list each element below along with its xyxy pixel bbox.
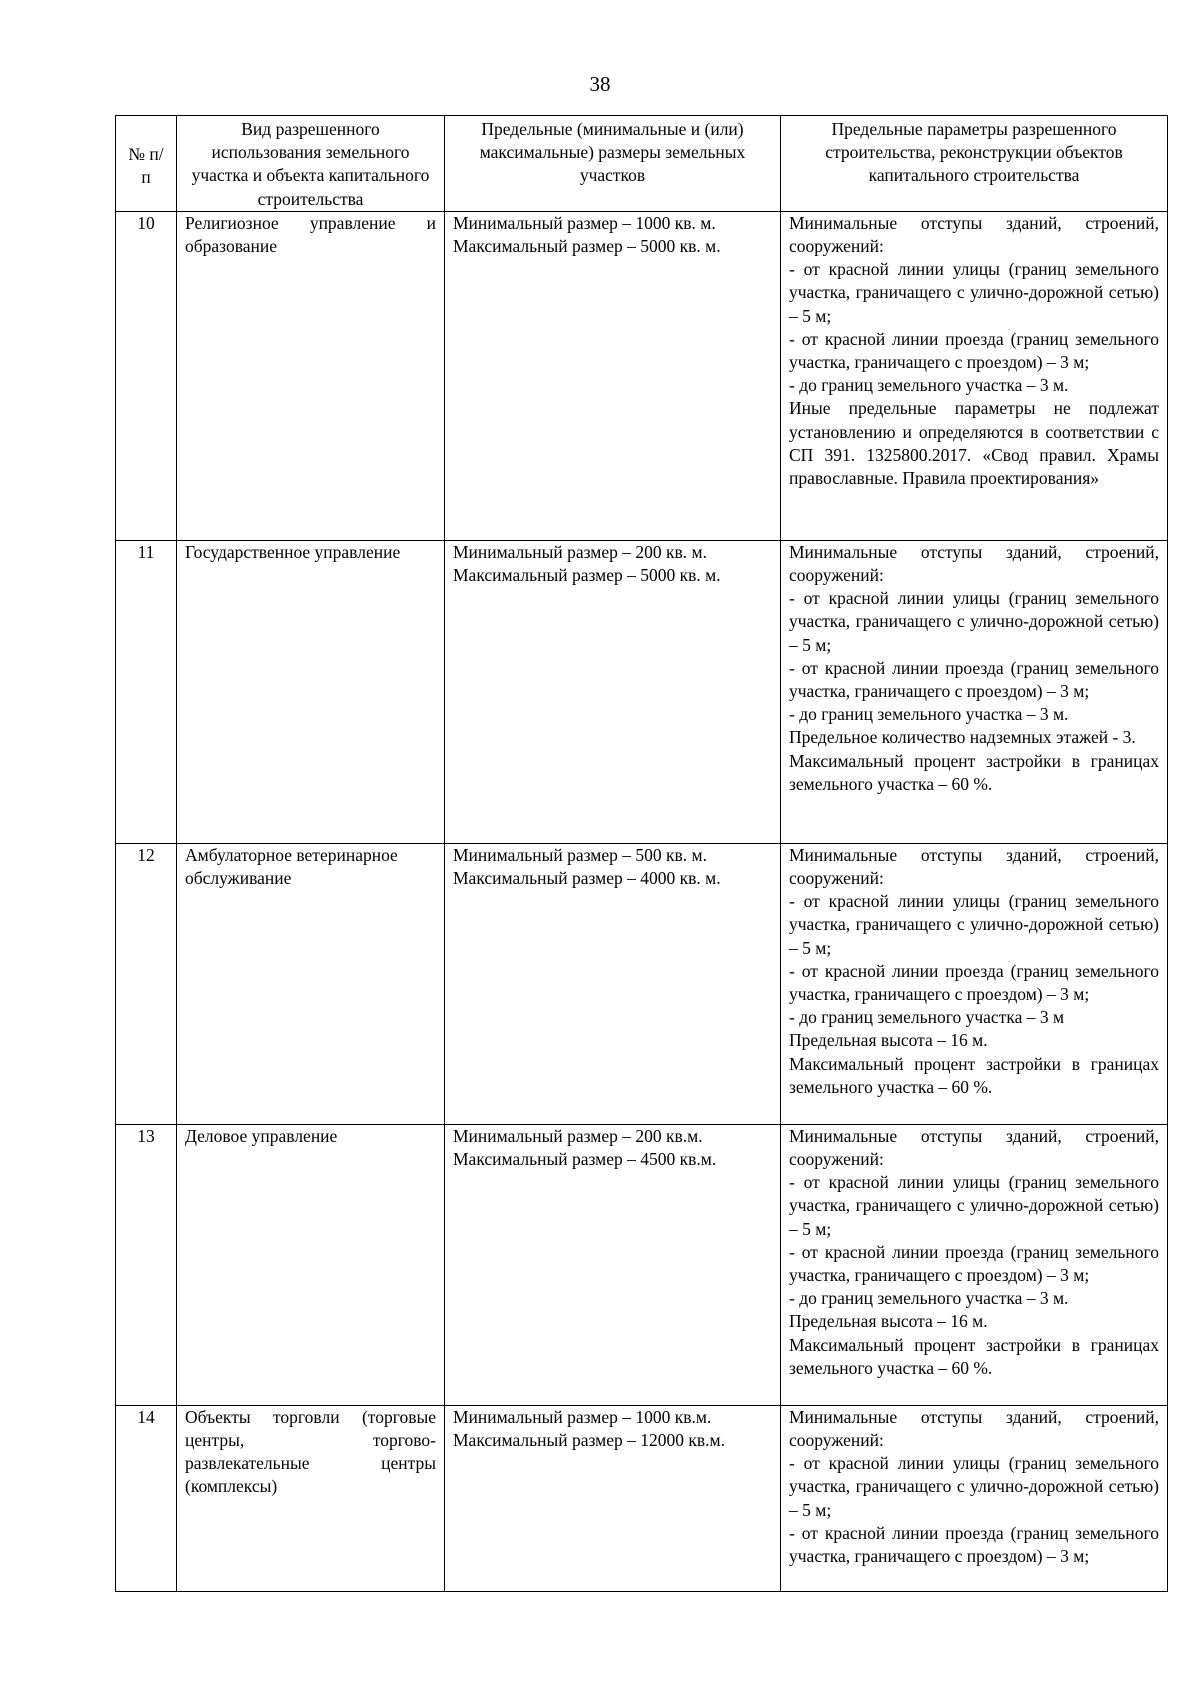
param-line: Предельная высота – 16 м. [789, 1030, 988, 1051]
params-cell [781, 843, 1168, 1124]
param-line: - от красной линии проезда (границ земельного участка, граничащего с проездом) – 3 м; [789, 328, 1159, 373]
use-type-cell: Деловое управление [177, 1124, 445, 1405]
param-line: - до границ земельного участка – 3 м [789, 1007, 1065, 1028]
param-line: - от красной линии проезда (границ земельного участка, граничащего с проездом) – 3 м; [789, 1241, 1159, 1286]
param-line: - от красной линии улицы (границ земельного участка, граничащего с улично-дорожной сетью) – 5 м; [789, 588, 1159, 655]
max-size: Максимальный размер – 5000 кв. м. [453, 565, 721, 586]
param-line: Максимальный процент застройки в границах земельного участка – 60 %. [789, 750, 1159, 794]
table-header-row [116, 116, 1168, 212]
param-line: Минимальные отступы зданий, строений, сооружений: [789, 541, 1159, 586]
param-line: - от красной линии улицы (границ земельного участка, граничащего с улично-дорожной сетью) – 5 м; [789, 891, 1159, 958]
param-line: Максимальный процент застройки в границах земельного участка – 60 %. [789, 1334, 1159, 1378]
params-cell [781, 1124, 1168, 1405]
min-size: Минимальный размер – 200 кв.м. [453, 1125, 703, 1146]
param-line: - до границ земельного участка – 3 м. [789, 375, 1069, 396]
param-line: Минимальные отступы зданий, строений, сооружений: [789, 1406, 1159, 1451]
param-line: Предельное количество надземных этажей - 3. [789, 727, 1136, 748]
use-type-cell: Религиозное управление и образование [177, 211, 445, 540]
use-type-cell: Амбулаторное ветеринарное обслуживание [177, 843, 445, 1124]
param-line: Минимальные отступы зданий, строений, сооружений: [789, 844, 1159, 889]
param-line: - от красной линии улицы (границ земельного участка, граничащего с улично-дорожной сетью) – 5 м; [789, 1172, 1159, 1239]
row-number: 12 [116, 843, 177, 1124]
param-line: - от красной линии улицы (границ земельного участка, граничащего с улично-дорожной сетью) – 5 м; [789, 259, 1159, 326]
max-size: Максимальный размер – 5000 кв. м. [453, 236, 721, 257]
plot-sizes-cell [445, 211, 781, 540]
header-plot-sizes: Предельные (минимальные и (или) максимальные) размеры земельных участков [445, 116, 781, 212]
param-line: Минимальные отступы зданий, строений, сооружений: [789, 1125, 1159, 1170]
param-line: - до границ земельного участка – 3 м. [789, 1288, 1069, 1309]
param-line: - от красной линии проезда (границ земельного участка, граничащего с проездом) – 3 м; [789, 1522, 1159, 1567]
params-cell [781, 540, 1168, 843]
header-number: № п/п [116, 116, 177, 212]
header-construction-params: Предельные параметры разрешенного строительства, реконструкции объектов капитального строительства [781, 116, 1168, 212]
min-size: Минимальный размер – 200 кв. м. [453, 541, 707, 562]
max-size: Максимальный размер – 4500 кв.м. [453, 1149, 717, 1170]
header-use-type: Вид разрешенного использования земельного участка и объекта капитального строительства [177, 116, 445, 212]
max-size: Максимальный размер – 12000 кв.м. [453, 1430, 725, 1451]
param-line: - до границ земельного участка – 3 м. [789, 704, 1069, 725]
row-number: 13 [116, 1124, 177, 1405]
plot-sizes-cell [445, 1124, 781, 1405]
min-size: Минимальный размер – 1000 кв. м. [453, 212, 716, 233]
row-number: 11 [116, 540, 177, 843]
table-row [116, 1124, 1168, 1405]
use-type-cell: Объекты торговли (торговые центры, торгово-развлекательные центры (комплексы) [177, 1405, 445, 1591]
plot-sizes-cell [445, 843, 781, 1124]
param-line: - от красной линии проезда (границ земельного участка, граничащего с проездом) – 3 м; [789, 657, 1159, 702]
params-cell [781, 211, 1168, 540]
param-line: Предельная высота – 16 м. [789, 1311, 988, 1332]
param-line: - от красной линии проезда (границ земельного участка, граничащего с проездом) – 3 м; [789, 960, 1159, 1005]
plot-sizes-cell [445, 1405, 781, 1591]
min-size: Минимальный размер – 1000 кв.м. [453, 1406, 712, 1427]
row-number: 10 [116, 211, 177, 540]
table-row [116, 211, 1168, 540]
use-type-cell: Государственное управление [177, 540, 445, 843]
zoning-parameters-table [115, 115, 1168, 1592]
min-size: Минимальный размер – 500 кв. м. [453, 844, 707, 865]
table-row [116, 540, 1168, 843]
param-line: Минимальные отступы зданий, строений, сооружений: [789, 212, 1159, 257]
param-line: Максимальный процент застройки в границах земельного участка – 60 %. [789, 1053, 1159, 1097]
table-row [116, 1405, 1168, 1591]
param-line: - от красной линии улицы (границ земельного участка, граничащего с улично-дорожной сетью) – 5 м; [789, 1453, 1159, 1520]
max-size: Максимальный размер – 4000 кв. м. [453, 868, 721, 889]
table-row [116, 843, 1168, 1124]
row-number: 14 [116, 1405, 177, 1591]
page-number: 38 [589, 72, 611, 96]
param-line: Иные предельные параметры не подлежат установлению и определяются в соответствии с СП 391. 1325800.2017. «Свод правил. Храмы православные. Правила проектирования» [789, 398, 1159, 489]
plot-sizes-cell [445, 540, 781, 843]
params-cell [781, 1405, 1168, 1591]
